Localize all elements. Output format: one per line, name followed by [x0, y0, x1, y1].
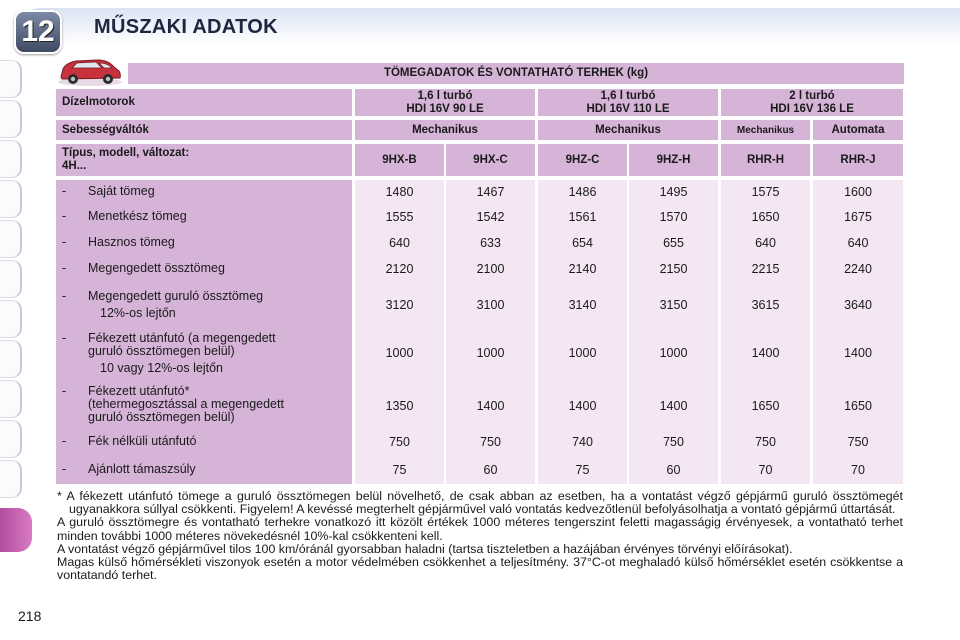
chapter-number-badge: 12 [14, 10, 62, 54]
note-paragraph: A guruló össztömegre és vontatható terhekre vonatkozó itt közölt értékek 1000 méteres tengerszint feletti magasságig érvényesek, a vontatható terhet minden további 1000 méteres növekedésnél 10%-kal csökkenteni kell. [57, 515, 903, 543]
table-cell: 3615 [751, 298, 780, 312]
table-cell: 1650 [751, 399, 780, 413]
table-cell: 1350 [385, 399, 414, 413]
chapter-title: MŰSZAKI ADATOK [94, 16, 278, 38]
table-cell: 1467 [476, 185, 505, 199]
table-cell: 1495 [659, 185, 688, 199]
engine-label: Dízelmotorok [56, 89, 352, 116]
gearbox-header: Automata [813, 120, 903, 140]
table-cell: 750 [480, 435, 501, 449]
table-cell: 1400 [751, 346, 780, 360]
table-cell: 1675 [844, 210, 872, 224]
table-cell: 2140 [568, 262, 597, 276]
table-cell: 1650 [751, 210, 780, 224]
gearbox-header: Mechanikus [721, 120, 810, 140]
table-cell: 3100 [476, 298, 505, 312]
chapter-tab[interactable] [0, 180, 22, 218]
engine-header: 1,6 l turbó HDI 16V 110 LE [538, 89, 718, 116]
table-cell: 740 [572, 435, 593, 449]
table-cell: 2240 [844, 262, 872, 276]
table-cell: 1000 [476, 346, 505, 360]
type-label: Típus, modell, változat: 4H... [56, 144, 352, 176]
chapter-tab[interactable] [0, 220, 22, 258]
table-title: TÖMEGADATOK ÉS VONTATHATÓ TERHEK (kg) [128, 63, 904, 84]
gearbox-label: Sebességváltók [56, 120, 352, 140]
gearbox-header: Mechanikus [538, 120, 718, 140]
table-cell: 654 [572, 236, 593, 250]
table-cell: 1400 [476, 399, 505, 413]
table-cell: 70 [758, 463, 773, 477]
page-number: 218 [18, 608, 42, 624]
note-paragraph: A vontatást végző gépjárművel tilos 100 km/óránál gyorsabban haladni (tartsa tiszteletben a hazájában érvényes törvényi előírásokat). [57, 541, 793, 556]
table-cell: 1650 [844, 399, 872, 413]
table-cell: 75 [575, 463, 590, 477]
type-header: 9HZ-C [538, 144, 627, 176]
table-cell: 633 [480, 236, 501, 250]
table-cell: 640 [755, 236, 776, 250]
table-cell: 70 [851, 463, 865, 477]
table-cell: 75 [392, 463, 407, 477]
engine-header: 1,6 l turbó HDI 16V 90 LE [355, 89, 535, 116]
type-header: RHR-J [813, 144, 903, 176]
table-cell: 1486 [568, 185, 597, 199]
table-cell: 1000 [385, 346, 414, 360]
table-cell: 750 [755, 435, 776, 449]
car-icon [56, 55, 124, 87]
note-paragraph: Magas külső hőmérsékleti viszonyok esetén a motor védelmében csökkenhet a teljesítmény. 37°C-ot meghaladó külső hőmérséklet esetén csökkentse a vontatandó terhet. [57, 555, 903, 583]
table-cell: 3140 [568, 298, 597, 312]
type-header: 9HX-C [446, 144, 535, 176]
table-cell: 640 [389, 236, 410, 250]
binder-strip [0, 0, 28, 640]
table-cell: 640 [847, 236, 869, 250]
chapter-tab[interactable] [0, 340, 22, 378]
table-cell: 1570 [659, 210, 688, 224]
chapter-tab[interactable] [0, 300, 22, 338]
chapter-tab[interactable] [0, 140, 22, 178]
table-cell: 2215 [751, 262, 780, 276]
notes-section [57, 490, 903, 582]
table-cell: 2100 [476, 262, 505, 276]
table-cell: 2120 [385, 262, 414, 276]
gearbox-header: Mechanikus [355, 120, 535, 140]
table-cell: 750 [389, 435, 410, 449]
type-header: 9HX-B [355, 144, 444, 176]
table-cell: 1000 [659, 346, 688, 360]
table-cell: 750 [663, 435, 684, 449]
type-header: 9HZ-H [629, 144, 718, 176]
chapter-tab[interactable] [0, 60, 22, 98]
table-cell: 3120 [385, 298, 414, 312]
engine-header: 2 l turbó HDI 16V 136 LE [721, 89, 903, 116]
table-cell: 1400 [844, 346, 872, 360]
chapter-tab[interactable] [0, 460, 22, 498]
table-cell: 750 [847, 435, 869, 449]
table-cell: 60 [666, 463, 681, 477]
table-cell: 2150 [659, 262, 688, 276]
chapter-tab[interactable] [0, 260, 22, 298]
footnote: * A fékezett utánfutó tömege a guruló össztömegen belül növelhető, de csak abban az esetben, ha a vontatást végző gépjármű guruló össztömegét ugyanakkora súllyal csökkenti. Figyelem! A kevéssé megterhelt gépjárművel való vontatás kedvezőtlenül befolyásolhatja a vontató gépjármű úttartását. [57, 489, 903, 517]
table-cell: 60 [483, 463, 498, 477]
chapter-tab[interactable] [0, 380, 22, 418]
table-cell: 1561 [568, 210, 597, 224]
table-cell: 1542 [476, 210, 505, 224]
table-cell: 1600 [844, 185, 872, 199]
table-cell: 3150 [659, 298, 688, 312]
active-chapter-tab[interactable] [0, 508, 32, 552]
table-cell: 1480 [385, 185, 414, 199]
table-cell: 1400 [659, 399, 688, 413]
table-cell: 1400 [568, 399, 597, 413]
table-cell: 1000 [568, 346, 597, 360]
table-cell: 1555 [385, 210, 414, 224]
chapter-tab[interactable] [0, 420, 22, 458]
chapter-tab[interactable] [0, 100, 22, 138]
type-header: RHR-H [721, 144, 810, 176]
table-cell: 3640 [844, 298, 872, 312]
table-cell: 1575 [751, 185, 780, 199]
table-cell: 655 [663, 236, 684, 250]
